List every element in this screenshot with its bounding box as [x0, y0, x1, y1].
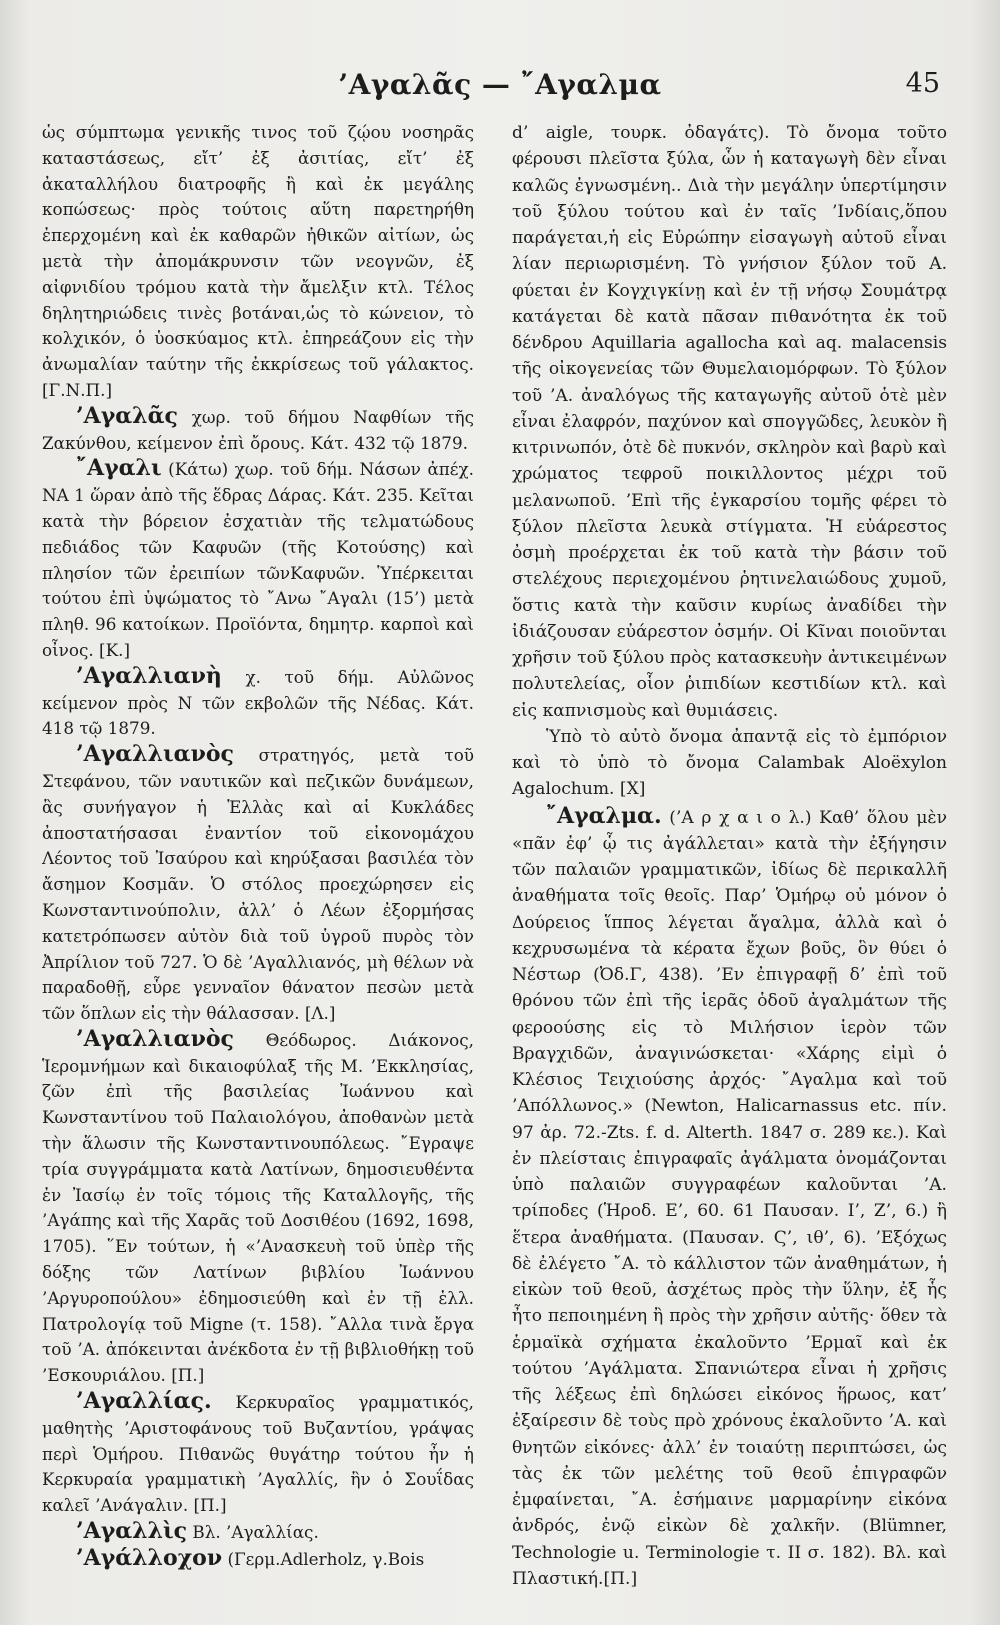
entry-paragraph [42, 1519, 474, 1546]
entry-paragraph [512, 120, 947, 724]
entry-lemma: ῎Αγαλμα. [546, 802, 662, 829]
entry-text: Κερκυραῖος γραμματικός, μαθητὴς ’Αριστοφάνους τοῦ Βυζαντίου, γράψας περὶ Ὁμήρου. Πιθανῶς θυγάτηρ τούτου ἦν ἡ Κερκυραία γραμματικὴ ’Αγαλλίς, ἣν ὁ Σουΐδας καλεῖ ’Ανάγαλιν. [Π.] [42, 1392, 474, 1516]
running-head: ’Αγαλᾶς — ῎Αγαλμα [338, 68, 662, 101]
entry-paragraph [42, 664, 474, 742]
entry-lemma: ’Αγαλλιανὸς [76, 1025, 234, 1052]
entry-paragraph [42, 742, 474, 1027]
entry-paragraph [512, 803, 947, 1593]
entry-lemma: ’Αγαλλίας. [76, 1388, 212, 1415]
entry-lemma: ’Αγαλᾶς [76, 402, 178, 429]
entry-lemma: ’Αγαλλὶς [76, 1518, 188, 1545]
entry-text: (Κάτω) χωρ. τοῦ δήμ. Νάσων ἀπέχ. ΝΑ 1 ὥραν ἀπὸ τῆς ἕδρας Δάρας. Κάτ. 235. Κεῖται κατὰ τὴν βόρειον ἐσχατιὰν τῆς τελματώδους πεδιάδος τῶν Καφυῶν (τῆς Κοτούσης) καὶ πλησίον τῶν ἐρειπίων τῶνΚαφυῶν. Ὑπέρκειται τούτου ἐπὶ ὑψώματος τὸ ῎Ανω ῎Αγαλι (15’) μετὰ πληθ. 96 κατοίκων. Προϊόντα, δημητρ. καρποὶ καὶ οἶνος. [Κ.] [42, 459, 474, 660]
entry-text: στρατηγός, μετὰ τοῦ Στεφάνου, τῶν ναυτικῶν καὶ πεζικῶν δυνάμεων, ἃς συνήγαγον ἡ Ἑλλὰς καὶ αἱ Κυκλάδες ἀποστατήσασαι ἐναντίον τοῦ εἰκονομάχου Λέοντος τοῦ Ἰσαύρου καὶ κηρύξασαι βασιλέα τὸν ἄσημον Κοσμᾶν. Ὁ στόλος προεχώρησεν εἰς Κωνσταντινούπολιν, ἀλλ’ ὁ Λέων ἐξορμήσας κατετρόπωσεν αὐτὸν διὰ τοῦ ὑγροῦ πυρὸς τὸν Ἀπρίλιον τοῦ 727. Ὁ δὲ ’Αγαλλιανός, μὴ θέλων νὰ παραδοθῇ, εὗρε γενναῖον θάνατον πεσὼν μετὰ τῶν ὅπλων εἰς τὴν θάλασσαν. [Λ.] [42, 745, 474, 1024]
entry-paragraph [42, 456, 474, 663]
page-header [0, 62, 1000, 102]
entry-lemma: ’Αγάλλοχον [76, 1544, 223, 1571]
entry-text: χ. τοῦ δήμ. Αὐλῶνος κείμενον πρὸς Ν τῶν εκβολῶν τῆς Νέδας. Κάτ. 418 τῷ 1879. [42, 666, 474, 739]
entry-text: Θεόδωρος. Διάκονος, Ἱερομνήμων καὶ δικαιοφύλαξ τῆς Μ. ’Εκκλησίας, ζῶν ἐπὶ τῆς βασιλείας Ἰωάννου καὶ Κωνσταντίνου τοῦ Παλαιολόγου, ἀποθανὼν μετὰ τὴν ἅλωσιν τῆς Κωνσταντινουπόλεως. ῎Εγραψε τρία συγγράμματα κατὰ Λατίνων, δημοσιευθέντα ἐν Ἰασίῳ ἐν τοῖς τόμοις τῆς Καταλλογῆς, τῆς ’Αγάπης καὶ τῆς Χαρᾶς τοῦ Δοσιθέου (1692, 1698, 1705). ῞Εν τούτων, ἡ «’Ανασκευὴ τοῦ ὑπὲρ τῆς δόξης τῶν Λατίνων βιβλίου Ἰωάννου ’Αργυροπούλου» ἐδημοσιεύθη καὶ ἐν τῇ ἑλλ. Πατρολογίᾳ τοῦ Migne (τ. 158). ῎Αλλα τινὰ ἔργα τοῦ ’Α. ἀπόκεινται ἀνέκδοτα ἐν τῇ βιβλιοθήκῃ τοῦ ’Εσκουριάλου. [Π.] [42, 1029, 474, 1386]
entry-paragraph [42, 1546, 474, 1573]
entry-text: (’Α ρ χ α ι ο λ.) Καθ’ ὅλου μὲν «πᾶν ἐφ’ ᾧ τις ἀγάλλεται» κατὰ τὴν ἐξήγησιν τῶν παλαιῶν γραμματικῶν, ἰδίως δὲ περικαλλῆ ἀναθήματα τοῖς θεοῖς. Παρ’ Ὁμήρῳ οὐ μόνον ὁ Δούρειος ἵππος λέγεται ἄγαλμα, ἀλλὰ καὶ ὁ κεχρυσωμένα τὰ κέρατα ἔχων βοῦς, ὃν θύει ὁ Νέστωρ (Ὀδ.Γ, 438). ’Εν ἐπιγραφῇ δ’ ἐπὶ τοῦ θρόνου τῶν ἐπὶ τῆς ἱερᾶς ὁδοῦ ἀγαλμάτων τῆς φεροούσης εἰς τὸ Μιλήσιον ἱερὸν τῶν Βραγχιδῶν, ἀναγινώσκεται· «Χάρης εἰμὶ ὁ Κλέσιος Τειχιούσης ἀρχός· ῎Αγαλμα καὶ τοῦ ’Απόλλωνος.» (Newton, Halicarnassus etc. πίν. 97 ἀρ. 72.-Zts. f. d. Alterth. 1847 σ. 289 κε.). Καὶ ἐν πλείσταις ἐπιγραφαῖς ἀγάλματα ὀνομάζονται ὑπὸ παλαιῶν συγγραφέων καλοῦνται ’Α. τρίποδες (Ἡροδ. Ε’, 60. 61 Παυσαν. Ι’, Ζ’, 6.) ἢ ἕτερα ἀναθήματα. (Παυσαν. Ϛ’, ιθ’, 6). ’Εξόχως δὲ ἐλέγετο ῎Α. τὸ κάλλιστον τῶν ἀναθημάτων, ἡ εἰκὼν τοῦ θεοῦ, ἀσχέτως πρὸς τὴν ὕλην, ἐξ ἧς ἦτο πεποιημένη ἢ πρὸς τὴν χρῆσιν αὐτῆς· ὅθεν τὰ ἑρμαϊκὰ σχήματα ἐκαλοῦντο ’Ερμαῖ καὶ ἐκ τούτου ’Αγάλματα. Σπανιώτερα εἶναι ἡ χρῆσις τῆς λέξεως ἐπὶ δηλώσει εἰκόνος ἥρωος, κατ’ ἐξαίρεσιν δὲ τοὺς πρὸ χρόνους ἐκαλοῦντο ’Α. καὶ θνητῶν εἰκόνες· ἀλλ’ ἐν τοιαύτῃ περιπτώσει, ὡς τὰς ἐκ τῶν μελέτης τοῦ θεοῦ ἐπιγραφῶν ἐμφαίνεται, ῎Α. ἐσήμαινε μαρμαρίνην εἰκόνα ἀνδρός, ἐνῷ εἰκὼν δὲ χαλκῆν. (Blümner, Technologie u. Terminologie τ. ΙΙ σ. 182). Βλ. καὶ Πλαστική.[Π.] [512, 807, 947, 1589]
left-column [42, 120, 474, 1573]
entry-paragraph [42, 1389, 474, 1519]
entry-paragraph [42, 1027, 474, 1389]
entry-lemma: ’Αγαλλιανὸς [76, 741, 234, 768]
page-number: 45 [905, 68, 940, 99]
entry-lemma: ῎Αγαλι [76, 455, 162, 482]
right-column [512, 120, 947, 1592]
entry-text: ὡς σύμπτωμα γενικῆς τινος τοῦ ζῴου νοσηρᾶς καταστάσεως, εἴτ’ ἐξ ἀσιτίας, εἴτ’ ἐξ ἀκαταλλήλου διατροφῆς ἢ καὶ ἐκ μεγάλης κοπώσεως· πρὸς τούτοις αὕτη παρετηρήθη ἐπερχομένη καὶ ἐκ καθαρῶν ἠθικῶν αἰτίων, ὡς μετὰ τὴν ἀπομάκρυνσιν τῶν νεογνῶν, ἐξ αἰφνιδίου τρόμου κατὰ τὴν ἄμελξιν κτλ. Τέλος δηλητηριώδεις τινὲς βοτάναι,ὡς τὸ κώνειον, τὸ κολχικόν, ὁ ὑοσκύαμος κτλ. ἐπηρεάζουν εἰς τὴν ἀνωμαλίαν ταύτην τῆς ἐκκρίσεως τοῦ γάλακτος. [Γ.Ν.Π.] [42, 122, 474, 400]
entry-paragraph [512, 724, 947, 803]
entry-lemma: ’Αγαλλιανὴ [76, 662, 222, 689]
entry-text: (Γερμ.Adlerholz, γ.Bois [222, 1548, 425, 1569]
entry-text: Ὑπὸ τὸ αὐτὸ ὄνομα ἀπαντᾷ εἰς τὸ ἐμπόριον καὶ τὸ ὑπὸ τὸ ὄνομα Calambak Aloëxylon Agalochum. [Χ] [512, 726, 947, 800]
entry-text: Βλ. ’Αγαλλίας. [187, 1522, 319, 1543]
entry-paragraph [42, 404, 474, 457]
entry-text: χωρ. τοῦ δήμου Ναφθίων τῆς Ζακύνθου, κείμενον ἐπὶ ὄρους. Κάτ. 432 τῷ 1879. [42, 406, 474, 453]
entry-paragraph [42, 120, 474, 404]
entry-text: d’ aigle, τουρκ. ὀδαγάτς). Τὸ ὄνομα τοῦτο φέρουσι πλεῖστα ξύλα, ὧν ἡ καταγωγὴ δὲν εἶναι καλῶς ἐγνωσμένη.. Διὰ τὴν μεγάλην ὑπερτίμησιν τοῦ ξύλου τούτου καὶ ἐν ταῖς ’Ινδίαις,ὅπου παράγεται,ἡ εἰς Εὐρώπην εἰσαγωγὴ αὐτοῦ εἶναι λίαν περιωρισμένη. Τὸ γνήσιον ξύλον τοῦ Α. φύεται ἐν Κογχιγκίνῃ καὶ ἐν τῇ νήσῳ Σουμάτρᾳ κατάγεται δὲ κατὰ πᾶσαν πιθανότητα ἐκ τοῦ δένδρου Aquillaria agallocha καὶ aq. malacensis τῆς οἰκογενείας τῶν Θυμελαιομόρφων. Τὸ ξύλον τοῦ ’Α. ἀναλόγως τῆς καταγωγῆς αὐτοῦ ὁτὲ μὲν εἶναι ἐλαφρόν, παχύνον καὶ σπογγῶδες, λευκὸν ἢ κιτρινωπόν, ὁτὲ δὲ πυκνόν, σκληρὸν καὶ βαρὺ καὶ χρώματος τεφροῦ ποικιλλοντος μέχρι τοῦ μελανωποῦ. ’Επὶ τῆς ἐγκαρσίου τομῆς φέρει τὸ ξύλον πλεῖστα λευκὰ στίγματα. Ἡ εὐάρεστος ὀσμὴ προέρχεται ἐκ τοῦ κατὰ τὴν βάσιν τοῦ στελέχους περιεχομένου ῥητινελαιώδους χυμοῦ, ὅστις κατὰ τὴν καῦσιν κυρίως ἀναδίδει τὴν ἰδιάζουσαν εὐάρεστον ὀσμήν. Οἱ Κῖναι ποιοῦνται χρῆσιν τοῦ ξύλου πρὸς κατασκευὴν ἀντικειμένων πολυτελείας, οἷον ῥιπιδίων κεστιδίων κτλ. καὶ εἰς καπνισμοὺς καὶ θυμιάσεις. [512, 123, 947, 721]
